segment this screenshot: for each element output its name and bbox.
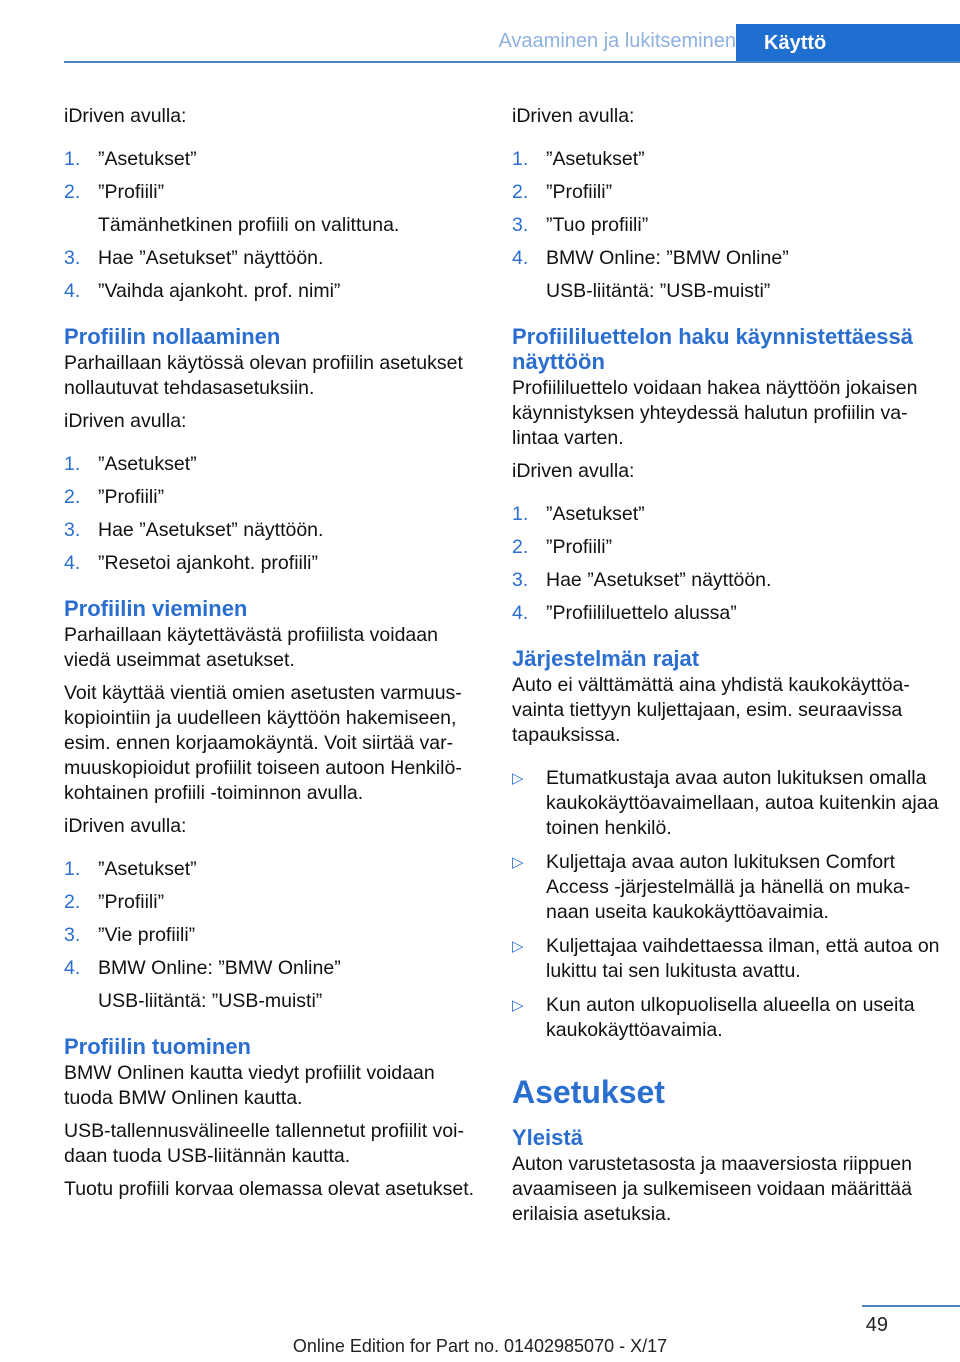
list-number: 3.: [64, 247, 81, 269]
list-item: [64, 485, 484, 510]
list-item-text: Hae ”Asetukset” näyttöön.: [98, 519, 324, 541]
list-item: [512, 213, 942, 238]
list-item-subtext: Tämänhetkinen profiili on valittuna.: [98, 214, 400, 236]
list-item: [512, 180, 942, 205]
steps-list: [64, 857, 484, 1014]
list-item-text: ”Profiili”: [98, 891, 165, 913]
list-item-text: ”Profiililuettelo alussa”: [546, 602, 737, 624]
list-number: 2.: [512, 181, 529, 203]
list-number: 1.: [64, 858, 81, 880]
list-item: [64, 890, 484, 915]
list-item-text: ”Vaihda ajankoht. prof. nimi”: [98, 280, 341, 302]
bullet-item: [512, 993, 942, 1043]
list-item: [64, 857, 484, 882]
paragraph: iDriven avulla:: [512, 460, 635, 482]
list-item-text: Hae ”Asetukset” näyttöön.: [546, 569, 772, 591]
list-item: [512, 601, 942, 626]
paragraph: Parhaillaan käytettävästä profiilista voidaan viedä useimmat asetukset.: [64, 624, 438, 671]
list-item: [64, 279, 484, 304]
list-item-text: ”Profiili”: [546, 181, 613, 203]
section-heading: Yleistä: [512, 1125, 583, 1150]
bullet-text: Kun auton ulkopuolisella alueella on useita kaukokäyttöavaimia.: [546, 994, 915, 1041]
intro-text: iDriven avulla:: [512, 105, 635, 127]
section-heading: Profiilin vieminen: [64, 596, 248, 621]
steps-list: [512, 502, 942, 626]
list-item: [64, 956, 484, 1014]
list-item-text: ”Resetoi ajankoht. profiili”: [98, 552, 319, 574]
triangle-bullet-icon: ▷: [512, 997, 524, 1014]
header-section-title: Avaaminen ja lukitseminen: [498, 30, 736, 52]
list-item: [512, 502, 942, 527]
bullet-text: Kuljettaja avaa auton lukituksen Comfort Access -järjestelmällä ja hänellä on mukanaan useita kaukokäyttöavaimia.: [546, 851, 911, 923]
list-number: 4.: [512, 247, 529, 269]
list-item: [64, 246, 484, 271]
triangle-bullet-icon: ▷: [512, 770, 524, 787]
section-heading: Järjestelmän rajat: [512, 646, 700, 671]
section-heading: Profiilin tuominen: [64, 1034, 251, 1059]
list-item-text: BMW Online: ”BMW Online”: [546, 247, 789, 269]
list-number: 1.: [64, 453, 81, 475]
list-item: [512, 568, 942, 593]
header-chapter-tab: Käyttö: [736, 24, 960, 62]
paragraph: Auto ei välttämättä aina yhdistä kaukokäyttöavainta tiettyyn kuljettajaan, esim. seuraavissa tapauksissa.: [512, 674, 910, 746]
list-number: 4.: [64, 957, 81, 979]
right-column: [512, 104, 942, 1235]
paragraph: Voit käyttää vientiä omien asetusten varmuuskopiointiin ja uudelleen käyttöön hakemiseen, esim. ennen korjaamokäyntä. Voit siirtää varmuuskopioidut profiilit toiseen autoon Henkilökohtainen profiili -toiminnon avulla.: [64, 682, 462, 804]
paragraph: USB-tallennusvälineelle tallennetut profiilit voidaan tuoda USB-liitännän kautta.: [64, 1120, 464, 1167]
list-number: 1.: [64, 148, 81, 170]
list-item-text: ”Profiili”: [98, 486, 165, 508]
list-item-text: ”Asetukset”: [98, 453, 197, 475]
list-item: [512, 535, 942, 560]
list-item-subtext: USB-liitäntä: ”USB-muisti”: [98, 990, 323, 1012]
bullet-item: [512, 934, 942, 984]
list-number: 3.: [64, 519, 81, 541]
steps-list: [64, 147, 484, 304]
list-item-text: Hae ”Asetukset” näyttöön.: [98, 247, 324, 269]
list-item: [512, 147, 942, 172]
list-item-subtext: USB-liitäntä: ”USB-muisti”: [546, 280, 771, 302]
list-item: [64, 518, 484, 543]
list-item-text: ”Tuo profiili”: [546, 214, 649, 236]
list-item-text: BMW Online: ”BMW Online”: [98, 957, 341, 979]
list-item-text: ”Asetukset”: [98, 858, 197, 880]
list-item-text: ”Asetukset”: [546, 148, 645, 170]
list-item: [64, 180, 484, 238]
paragraph: Tuotu profiili korvaa olemassa olevat asetukset.: [64, 1178, 475, 1200]
list-number: 1.: [512, 503, 529, 525]
list-number: 3.: [64, 924, 81, 946]
steps-list: [512, 147, 942, 304]
list-number: 2.: [64, 486, 81, 508]
triangle-bullet-icon: ▷: [512, 938, 524, 955]
list-number: 3.: [512, 214, 529, 236]
list-number: 4.: [64, 280, 81, 302]
page-number: 49: [865, 1314, 888, 1336]
list-item-text: ”Asetukset”: [98, 148, 197, 170]
chapter-heading: Asetukset: [512, 1074, 665, 1110]
list-number: 2.: [64, 181, 81, 203]
bullet-item: [512, 850, 942, 925]
footer-rule: [862, 1305, 960, 1307]
paragraph: Auton varustetasosta ja maaversiosta riippuen avaamiseen ja sulkemiseen voidaan määrittää erilaisia asetuksia.: [512, 1153, 912, 1225]
bullet-text: Kuljettajaa vaihdettaessa ilman, että autoa on lukittu tai sen lukitusta avattu.: [546, 935, 940, 982]
list-number: 4.: [64, 552, 81, 574]
bullet-item: [512, 766, 942, 841]
steps-list: [64, 452, 484, 576]
list-number: 2.: [512, 536, 529, 558]
list-item-text: ”Profiili”: [98, 181, 165, 203]
list-item: [64, 551, 484, 576]
list-item: [64, 147, 484, 172]
list-item-text: ”Asetukset”: [546, 503, 645, 525]
paragraph: iDriven avulla:: [64, 410, 187, 432]
list-item: [512, 246, 942, 304]
paragraph: Parhaillaan käytössä olevan profiilin asetukset nollautuvat tehdasasetuksiin.: [64, 352, 463, 399]
triangle-bullet-icon: ▷: [512, 854, 524, 871]
left-column: [64, 104, 484, 1210]
bullet-text: Etumatkustaja avaa auton lukituksen omalla kaukokäyttöavaimellaan, autoa kuitenkin ajaa toinen henkilö.: [546, 767, 939, 839]
list-item-text: ”Vie profiili”: [98, 924, 196, 946]
footer-edition-text: Online Edition for Part no. 01402985070 - X/17: [292, 1336, 668, 1356]
list-number: 2.: [64, 891, 81, 913]
list-item: [64, 452, 484, 477]
list-item: [64, 923, 484, 948]
intro-text: iDriven avulla:: [64, 105, 187, 127]
list-number: 1.: [512, 148, 529, 170]
header-rule: [64, 61, 960, 63]
bullet-list: [512, 766, 942, 1043]
section-heading: Profiilin nollaaminen: [64, 324, 281, 349]
paragraph: Profiililuettelo voidaan hakea näyttöön jokaisen käynnistyksen yhteydessä halutun profiilin valintaa varten.: [512, 377, 918, 449]
section-heading: Profiililuettelon haku käynnistettäessä näyttöön: [512, 324, 914, 374]
list-item-text: ”Profiili”: [546, 536, 613, 558]
paragraph: BMW Onlinen kautta viedyt profiilit voidaan tuoda BMW Onlinen kautta.: [64, 1062, 435, 1109]
paragraph: iDriven avulla:: [64, 815, 187, 837]
list-number: 3.: [512, 569, 529, 591]
list-number: 4.: [512, 602, 529, 624]
